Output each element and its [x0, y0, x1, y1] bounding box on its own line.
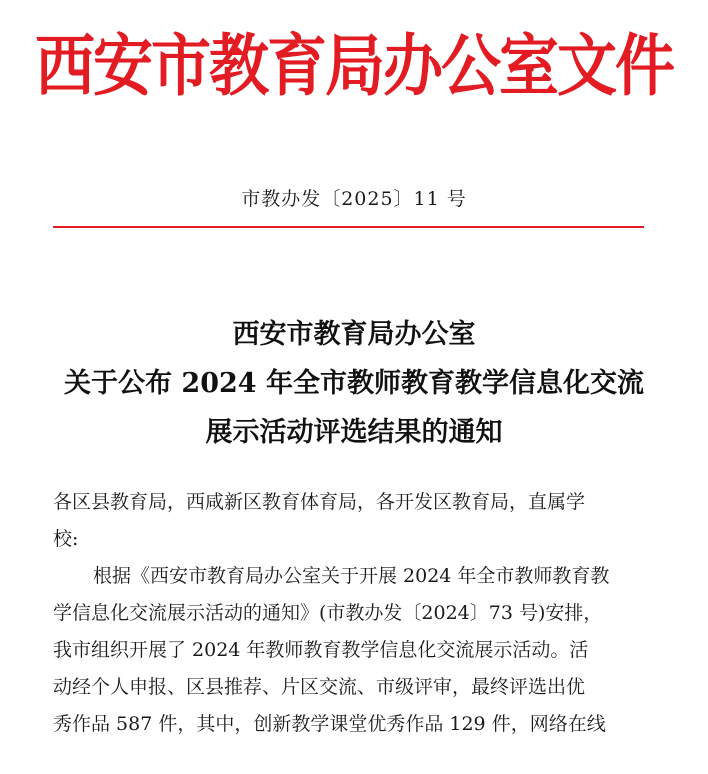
title-line-3: 展示活动评选结果的通知 [205, 417, 503, 448]
paragraph-line-2: 学信息化交流展示活动的通知》(市教办发〔2024〕73 号)安排， [53, 602, 603, 624]
title-line-2: 关于公布 2024 年全市教师教育教学信息化交流 [64, 368, 644, 399]
document-number: 市教办发〔2025〕11 号 [241, 188, 467, 210]
document-red-header: 西安市教育局办公室文件 [35, 27, 673, 107]
red-separator-line [53, 226, 644, 228]
paragraph-line-3: 我市组织开展了 2024 年教师教育教学信息化交流展示活动。活 [53, 639, 589, 661]
paragraph-line-1: 根据《西安市教育局办公室关于开展 2024 年全市教师教育教 [93, 565, 610, 587]
paragraph-line-5: 秀作品 587 件，其中，创新教学课堂优秀作品 129 件，网络在线 [53, 713, 606, 735]
document-title [0, 310, 708, 457]
salutation-line-1: 各区县教育局，西咸新区教育体育局，各开发区教育局，直属学 [53, 491, 586, 513]
document-body [53, 484, 653, 743]
title-line-1: 西安市教育局办公室 [232, 319, 476, 350]
paragraph-line-4: 动经个人申报、区县推荐、片区交流、市级评审，最终评选出优 [53, 676, 586, 698]
salutation-line-2: 校: [53, 528, 79, 550]
